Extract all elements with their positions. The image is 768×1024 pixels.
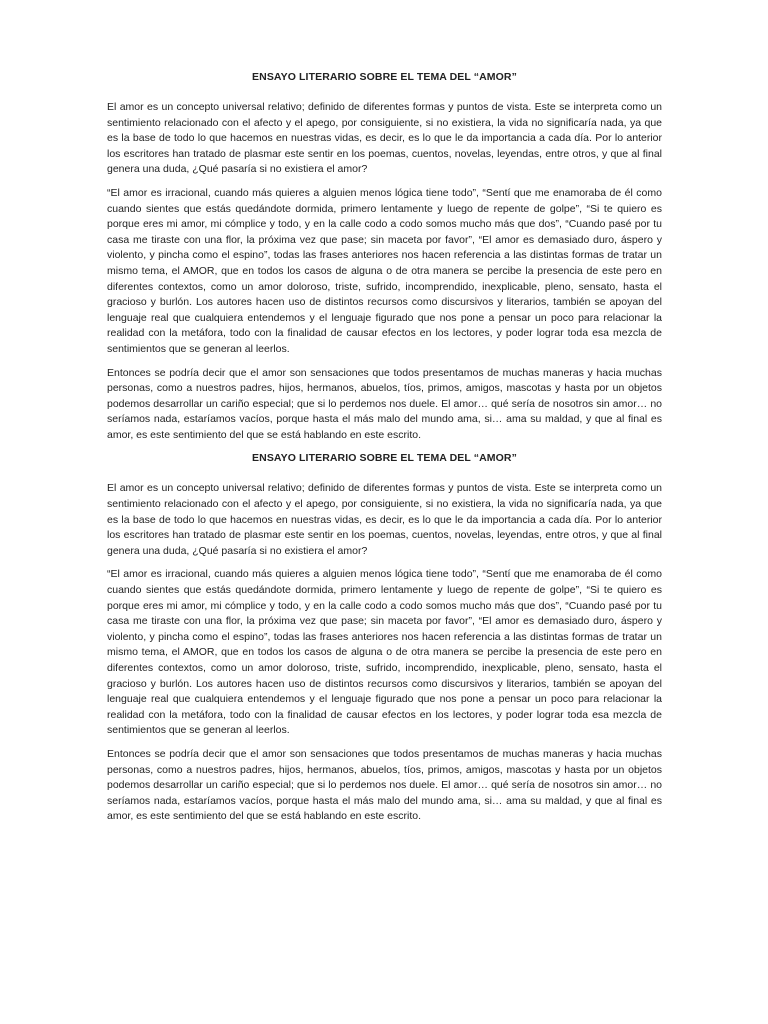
essay-paragraph: “El amor es irracional, cuando más quieres a alguien menos lógica tiene todo”, “Sentí que me enamoraba de él como cuando sientes que estás quedándote dormida, primero lentamente y luego de repente de golpe”, “Si te quiero es porque eres mi amor, mi cómplice y todo, y en la calle codo a codo somos mucho más que dos”, “Cuando pasé por tu casa me tiraste con una flor, la próxima vez que pase; sin maceta por favor”, “El amor es demasiado duro, áspero y violento, y pincha como el espino”, todas las frases anteriores nos hacen referencia a las distintas formas de tratar un mismo tema, el AMOR, que en todos los casos de alguna o de otra manera se percibe la presencia de este pero en diferentes contextos, como un amor doloroso, triste, sufrido, incomprendido, inexplicable, pleno, sensato, hasta el gracioso y burlón. Los autores hacen uso de distintos recursos como discursivos y literarios, también se apoyan del lenguaje real que cualquiera entendemos y el lenguaje figurado que nos pone a pensar un poco para relacionar la realidad con la metáfora, todo con la finalidad de causar efectos en los lectores, y poder lograr toda esa mezcla de sentimientos que se generan al leerlos. [107, 186, 662, 355]
essay-block-1 [107, 70, 662, 443]
essay-paragraph: El amor es un concepto universal relativo; definido de diferentes formas y puntos de vista. Este se interpreta como un sentimiento relacionado con el afecto y el apego, por consiguiente, si no existiera, la vida no significaría nada, ya que es la base de todo lo que hacemos en nuestras vidas, es decir, es lo que le da importancia a cada día. Por lo anterior los escritores han tratado de plasmar este sentir en los poemas, cuentos, novelas, leyendas, entre otros, y que al final genera una duda, ¿Qué pasaría si no existiera el amor? [107, 101, 662, 176]
essay-paragraph: Entonces se podría decir que el amor son sensaciones que todos presentamos de muchas maneras y hacia muchas personas, como a nuestros padres, hijos, hermanos, abuelos, tíos, primos, amigos, mascotas y hasta por un objetos podemos desarrollar un cariño especial; que si lo perdemos nos duele. El amor… qué sería de nosotros sin amor… no seríamos nada, estaríamos vacíos, porque hasta el más malo del mundo ama, si… ama su maldad, y que al final es amor, es este sentimiento del que se está hablando en este escrito. [107, 747, 662, 823]
document-page [107, 70, 662, 833]
essay-title: ENSAYO LITERARIO SOBRE EL TEMA DEL “AMOR” [252, 71, 517, 83]
essay-block-2 [107, 451, 662, 824]
essay-title: ENSAYO LITERARIO SOBRE EL TEMA DEL “AMOR” [252, 452, 517, 465]
essay-paragraph: El amor es un concepto universal relativo; definido de diferentes formas y puntos de vista. Este se interpreta como un sentimiento relacionado con el afecto y el apego, por consiguiente, si no existiera, la vida no significaría nada, ya que es la base de todo lo que hacemos en nuestras vidas, es decir, es lo que le da importancia a cada día. Por lo anterior los escritores han tratado de plasmar este sentir en los poemas, cuentos, novelas, leyendas, entre otros, y que al final genera una duda, ¿Qué pasaría si no existiera el amor? [107, 482, 662, 557]
essay-paragraph: “El amor es irracional, cuando más quieres a alguien menos lógica tiene todo”, “Sentí que me enamoraba de él como cuando sientes que estás quedándote dormida, primero lentamente y luego de repente de golpe”, “Si te quiero es porque eres mi amor, mi cómplice y todo, y en la calle codo a codo somos mucho más que dos”, “Cuando pasé por tu casa me tiraste con una flor, la próxima vez que pase; sin maceta por favor”, “El amor es demasiado duro, áspero y violento, y pincha como el espino”, todas las frases anteriores nos hacen referencia a las distintas formas de tratar un mismo tema, el AMOR, que en todos los casos de alguna o de otra manera se percibe la presencia de este pero en diferentes contextos, como un amor doloroso, triste, sufrido, incomprendido, inexplicable, pleno, sensato, hasta el gracioso y burlón. Los autores hacen uso de distintos recursos como discursivos y literarios, también se apoyan del lenguaje real que cualquiera entendemos y el lenguaje figurado que nos pone a pensar un poco para relacionar la realidad con la metáfora, todo con la finalidad de causar efectos en los lectores, y poder lograr toda esa mezcla de sentimientos que se generan al leerlos. [107, 568, 662, 737]
essay-paragraph: Entonces se podría decir que el amor son sensaciones que todos presentamos de muchas maneras y hacia muchas personas, como a nuestros padres, hijos, hermanos, abuelos, tíos, primos, amigos, mascotas y hasta por un objetos podemos desarrollar un cariño especial; que si lo perdemos nos duele. El amor… qué sería de nosotros sin amor… no seríamos nada, estaríamos vacíos, porque hasta el más malo del mundo ama, si… ama su maldad, y que al final es amor, es este sentimiento del que se está hablando en este escrito. [107, 366, 662, 441]
